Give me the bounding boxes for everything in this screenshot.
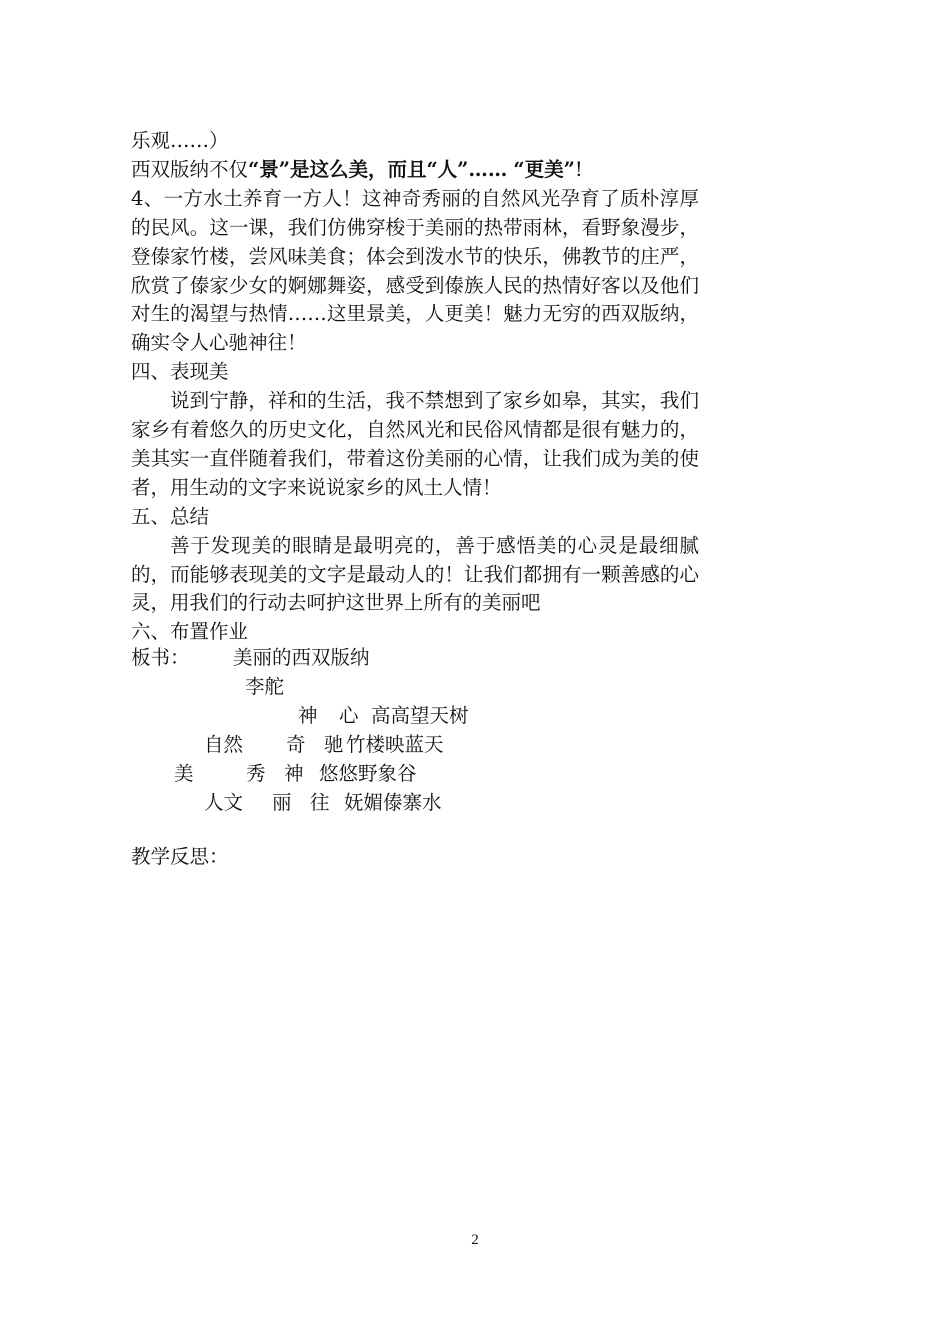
board-row4-b: 丽 [272, 791, 292, 814]
board-row2-c: 驰 [324, 733, 344, 756]
page-number: 2 [471, 1232, 479, 1248]
board-title: 美丽的西双版纳 [233, 646, 370, 669]
board-row3-b: 秀 [246, 762, 266, 785]
section-5-body: 善于发现美的眼睛是最明亮的，善于感悟美的心灵是最细腻的，而能够表现美的文字是最动人的！让我们都拥有一颗善感的心灵，用我们的行动去呵护这世界上所有的美丽吧 [131, 533, 699, 615]
section-4-heading: 四、表现美 [131, 360, 229, 384]
teaching-reflection-label: 教学反思： [131, 845, 229, 868]
board-label: 板书： [131, 646, 190, 669]
board-row2-d: 竹楼映蓝天 [346, 733, 444, 756]
section-5-heading: 五、总结 [131, 504, 210, 528]
summary-bold-phrase: “景”是这么美，而且“人”…… [248, 157, 508, 181]
board-row3-a: 美 [174, 762, 194, 785]
summary-prefix: 西双版纳不仅 [131, 157, 249, 181]
board-row2-b: 奇 [286, 733, 306, 756]
board-author: 李舵 [245, 675, 285, 698]
board-row3-d: 悠悠野象谷 [319, 762, 417, 785]
text-line-summary [131, 156, 699, 185]
section-6-heading: 六、布置作业 [131, 620, 249, 644]
board-row1-c: 高高望天树 [371, 704, 469, 727]
board-row2-a: 自然 [204, 733, 244, 756]
paragraph-4: 4、一方水土养育一方人！这神奇秀丽的自然风光孕育了质朴淳厚的民风。这一课，我们仿佛穿梭于美丽的热带雨林，看野象漫步，登傣家竹楼，尝风味美食；体会到泼水节的快乐，佛教节的庄严，欣赏了傣家少女的婀娜舞姿，感受到傣族人民的热情好客以及他们对生的渴望与热情……这里景美，人更美！魅力无穷的西双版纳，确实令人心驰神往！ [131, 186, 699, 355]
board-row3-c: 神 [284, 762, 304, 785]
board-row4-a: 人文 [204, 791, 244, 814]
main-text [131, 127, 699, 647]
summary-bold-emphasis: “更美” [513, 157, 575, 181]
board-row1-b: 心 [339, 704, 359, 727]
board-row1-a: 神 [298, 704, 318, 727]
section-4-body: 说到宁静，祥和的生活，我不禁想到了家乡如皋，其实，我们家乡有着悠久的历史文化，自然风光和民俗风情都是很有魅力的，美其实一直伴随着我们，带着这份美丽的心情，让我们成为美的使者，用生动的文字来说说家乡的风土人情！ [131, 389, 699, 499]
board-row4-d: 妩媚傣寨水 [344, 791, 442, 814]
summary-suffix: ! [574, 157, 583, 181]
text-line-opening: 乐观……） [131, 129, 229, 152]
board-row4-c: 往 [310, 791, 330, 814]
